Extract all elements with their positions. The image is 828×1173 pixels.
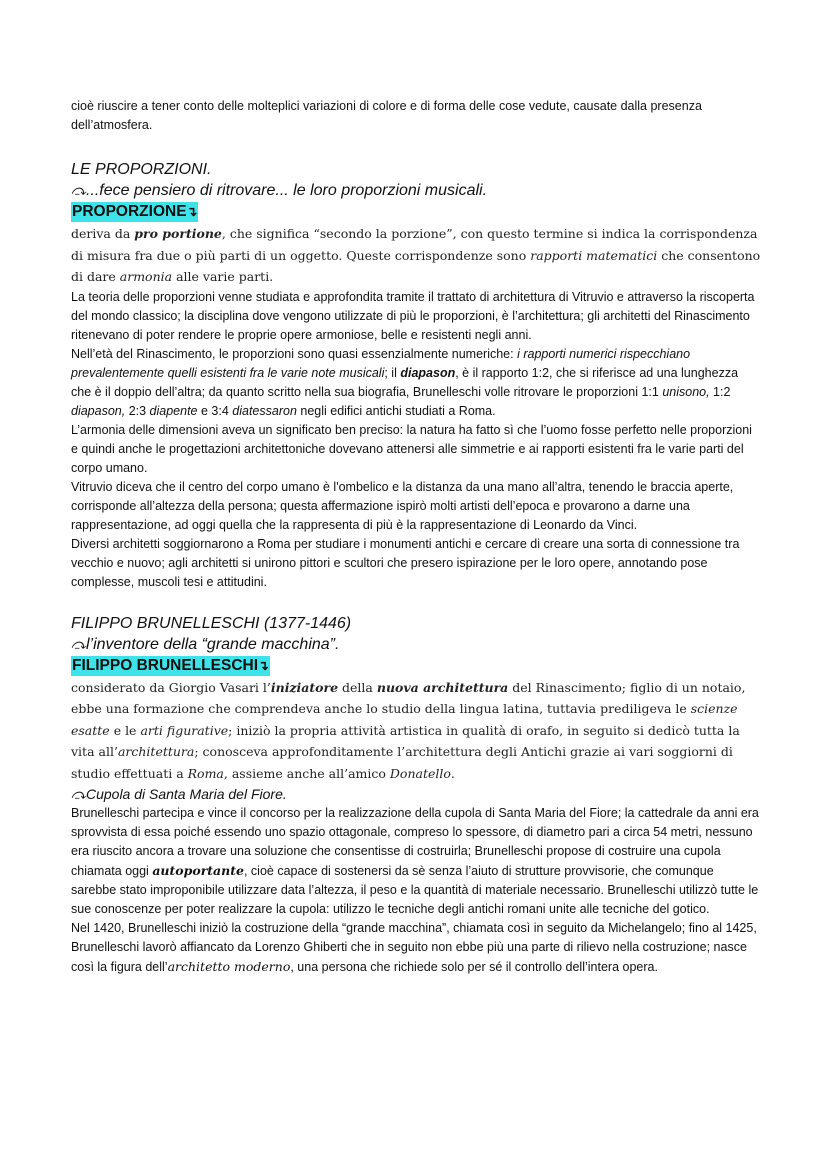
keyword-highlight-brunelleschi: FILIPPO BRUNELLESCHI↴ bbox=[72, 656, 269, 674]
paragraph-teoria: La teoria delle proporzioni venne studiata e approfondita tramite il trattato di architettura di Vitruvio e attraverso la riscoperta del mondo classico; la disciplina dove vengono utilizzate di più le proporzioni, è l’architettura; gli architetti del Rinascimento ritenevano di poter rendere le proprie opere armoniose, belle e resistenti negli anni. bbox=[71, 289, 755, 342]
section-title-brunelleschi: FILIPPO BRUNELLESCHI (1377-1446) bbox=[71, 614, 352, 632]
paragraph-cupola: Brunelleschi partecipa e vince il concorso per la realizzazione della cupola di Santa Maria del Fiore; la cattedrale da anni era sprovvista di essa poiché essendo uno spazio ottagonale, compreso lo spessore, di diametro pari a circa 54 metri, nessuno era riuscito ancora a trovare una soluzione che consentisse di costruirla; Brunelleschi propose di costruire una cupola chiamata oggi autoportante, cioè capace di sostenersi da sè senza l’aiuto di strutture provvisorie, che comunque sarebbe stato improponibile utilizzare data l’altezza, il peso e la quantità di materiale necessario. Brunelleschi utilizzò tutte le sue conoscenze per poter realizzare la cupola: utilizzo le tecniche degli antichi romani unite alle tecniche del gotico. bbox=[71, 806, 759, 916]
sub-heading-cupola: ⤼Cupola di Santa Maria del Fiore. bbox=[71, 786, 287, 802]
paragraph-architetti: Diversi architetti soggiornarono a Roma per studiare i monumenti antichi e cercare di creare una sorta di connessione tra vecchio e nuovo; agli architetti si unirono pittori e scultori che presero ispirazione per le loro opere, annotando pose complesse, muscoli tesi e attitudini. bbox=[71, 536, 740, 589]
definition-brunelleschi: considerato da Giorgio Vasari l’iniziatore della nuova architettura del Rinascimento; figlio di un notaio, ebbe una formazione che comprendeva anche lo studio della lingua latina, tuttavia prediligeva le scienze esatte e le arti figurative; iniziò la propria attività artistica in qualità di orafo, in seguito si dedicò tutta la vita all’architettura; conosceva approfonditamente l’architettura degli Antichi grazie ai vari soggiorni di studio effettuati a Roma, assieme anche all’amico Donatello. bbox=[71, 679, 746, 781]
curved-arrow-icon: ⤼ bbox=[71, 635, 86, 652]
keyword-highlight-proporzione: PROPORZIONE↴ bbox=[72, 203, 198, 220]
down-hook-arrow-icon: ↴ bbox=[258, 657, 269, 673]
down-hook-arrow-icon: ↴ bbox=[186, 204, 198, 219]
curved-arrow-icon: ⤼ bbox=[71, 182, 86, 198]
section-subtitle-proporzioni: ⤼...fece pensiero di ritrovare... le loro proporzioni musicali. bbox=[71, 182, 488, 199]
document-page bbox=[71, 97, 761, 977]
paragraph-costruzione: Nel 1420, Brunelleschi iniziò la costruzione della “grande macchina”, chiamata così in seguito da Michelangelo; fino al 1425, Brunelleschi lavorò affiancato da Lorenzo Ghiberti che in seguito non ebbe più una parte di rilievo nella costruzione; nasce così la figura dell’architetto moderno, una persona che richiede solo per sé il controllo dell’intera opera. bbox=[71, 921, 757, 974]
paragraph-vitruvio: Vitruvio diceva che il centro del corpo umano è l'ombelico e la distanza da una mano all’altra, tenendo le braccia aperte, corrisponde all’altezza della persona; questa affermazione ispirò molti artisti dell’epoca e provarono a darne una rappresentazione, ad oggi quella che la rappresenta di più è la rappresentazione di Leonardo da Vinci. bbox=[71, 479, 734, 532]
paragraph-armonia: L’armonia delle dimensioni aveva un significato ben preciso: la natura ha fatto sì che l’uomo fosse perfetto nelle proporzioni e quindi anche le progettazioni architettoniche dovevano attenersi alle simmetrie e ai rapporti esistenti fra le varie parti del corpo umano. bbox=[71, 422, 752, 475]
curved-arrow-icon: ⤼ bbox=[71, 786, 86, 802]
section-title-proporzioni: LE PROPORZIONI. bbox=[71, 161, 212, 178]
paragraph-rinascimento: Nell’età del Rinascimento, le proporzioni sono quasi essenzialmente numeriche: i rapporti numerici rispecchiano prevalentemente quelli esistenti fra le varie note musicali; il diapason, è il rapporto 1:2, che si riferisce ad una lunghezza che è il doppio dell’altra; da quanto scritto nella sua biografia, Brunelleschi volle ritrovare le proporzioni 1:1 unisono, 1:2 diapason, 2:3 diapente e 3:4 diatessaron negli edifici antichi studiati a Roma. bbox=[71, 346, 739, 418]
definition-proporzione: deriva da pro portione, che significa “secondo la porzione”, con questo termine si indica la corrispondenza di misura fra due o più parti di un oggetto. Queste corrispondenze sono rapporti matematici che consentono di dare armonia alle varie parti. bbox=[71, 226, 761, 284]
intro-paragraph: cioè riuscire a tener conto delle molteplici variazioni di colore e di forma delle cose vedute, causate dalla presenza dell’atmosfera. bbox=[71, 99, 702, 132]
section-subtitle-brunelleschi: ⤼l’inventore della “grande macchina”. bbox=[71, 635, 340, 653]
